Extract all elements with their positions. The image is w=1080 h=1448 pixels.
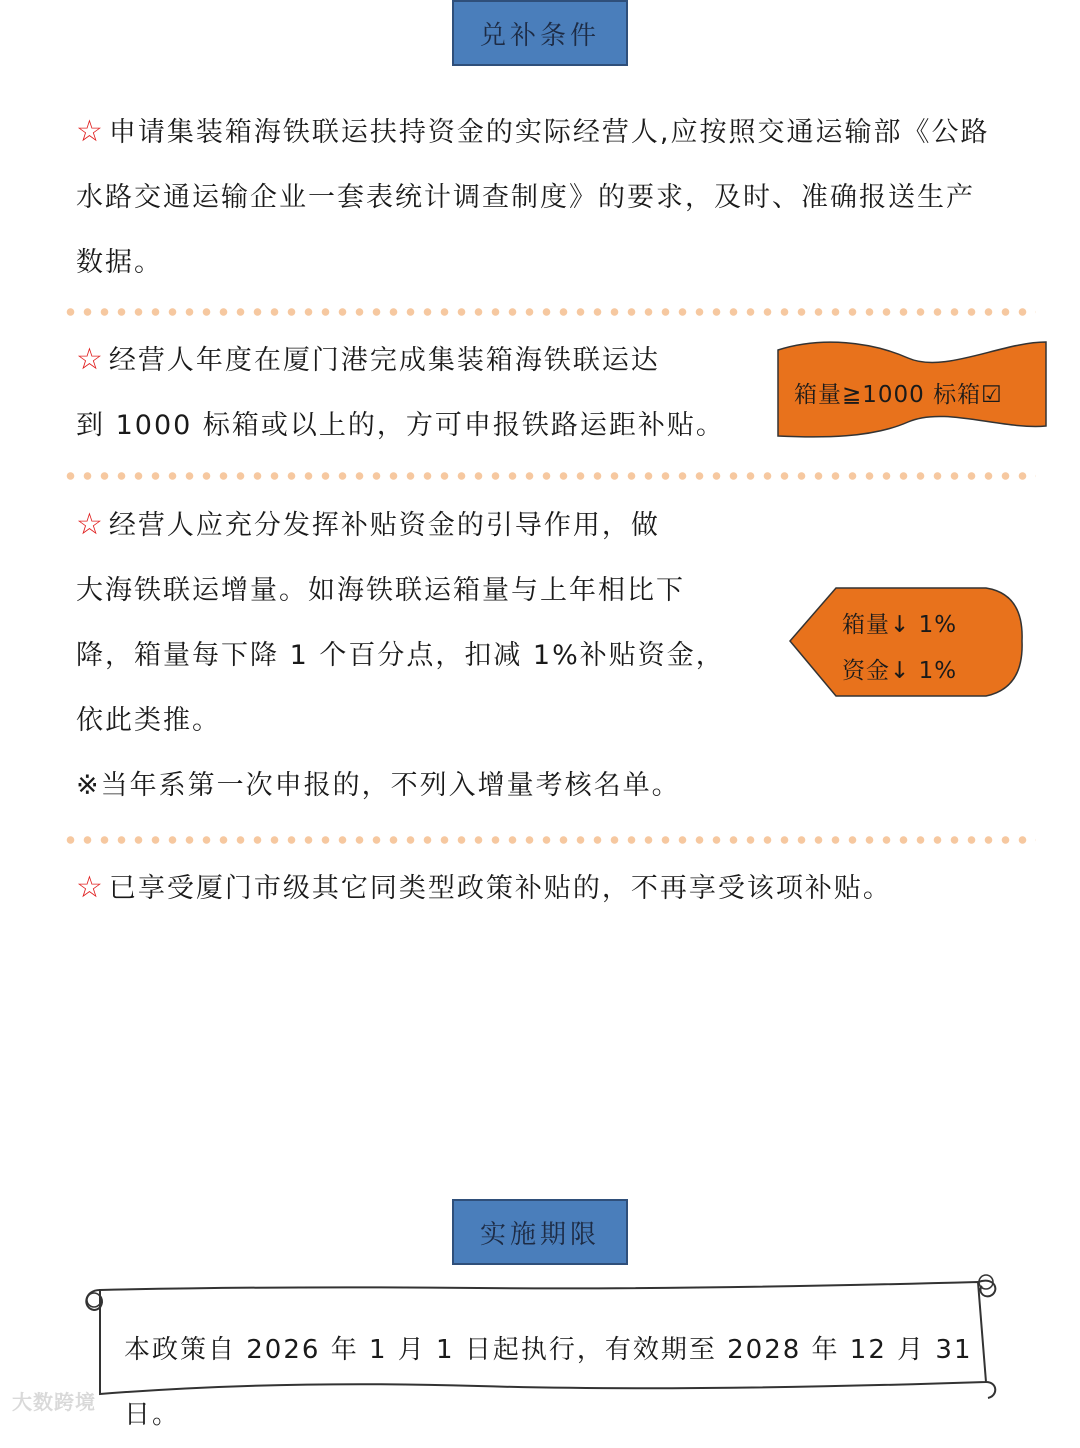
policy-period-text: 本政策自 2026 年 1 月 1 日起执行，有效期至 2028 年 12 月 31 日。	[124, 1335, 973, 1430]
condition-item-3-line-1: 经营人应充分发挥补贴资金的引导作用，做	[108, 510, 660, 541]
dotted-divider	[62, 308, 1036, 316]
dotted-divider	[62, 836, 1036, 844]
period-heading-label: 实施期限	[479, 1219, 600, 1250]
reduction-badge-funds: 资金↓ 1%	[842, 658, 958, 684]
threshold-banner-label: 箱量≧1000 标箱☑	[794, 382, 1003, 408]
star-icon: ☆	[76, 507, 105, 542]
star-icon: ☆	[76, 342, 105, 377]
condition-item-2	[76, 327, 736, 458]
reduction-badge-volume: 箱量↓ 1%	[842, 612, 958, 638]
star-icon: ☆	[76, 114, 105, 149]
condition-item-2-line-2: 到 1000 标箱或以上的，方可申报铁路运距补贴。	[76, 410, 725, 441]
condition-item-3	[76, 492, 756, 818]
watermark: 大数跨境	[12, 1390, 96, 1414]
period-heading	[452, 1199, 628, 1265]
dotted-divider	[62, 472, 1036, 480]
condition-item-3-line-2: 大海铁联运增量。如海铁联运箱量与上年相比下	[76, 575, 685, 606]
condition-item-2-line-1: 经营人年度在厦门港完成集装箱海铁联运达	[108, 345, 660, 376]
condition-item-1-text: 申请集装箱海铁联运扶持资金的实际经营人,应按照交通运输部《公路水路交通运输企业一套表统计调查制度》的要求，及时、准确报送生产数据。	[76, 117, 990, 278]
conditions-heading-label: 兑补条件	[479, 20, 600, 51]
star-icon: ☆	[76, 870, 105, 905]
condition-item-4	[76, 855, 1016, 921]
condition-item-1	[76, 99, 996, 295]
condition-item-4-text: 已享受厦门市级其它同类型政策补贴的，不再享受该项补贴。	[108, 873, 892, 904]
condition-item-3-note: ※当年系第一次申报的，不列入增量考核名单。	[76, 770, 681, 801]
condition-item-3-line-3: 降，箱量每下降 1 个百分点，扣减 1%补贴资金，	[76, 640, 725, 671]
conditions-heading	[452, 0, 628, 66]
condition-item-3-line-4: 依此类推。	[76, 705, 221, 736]
